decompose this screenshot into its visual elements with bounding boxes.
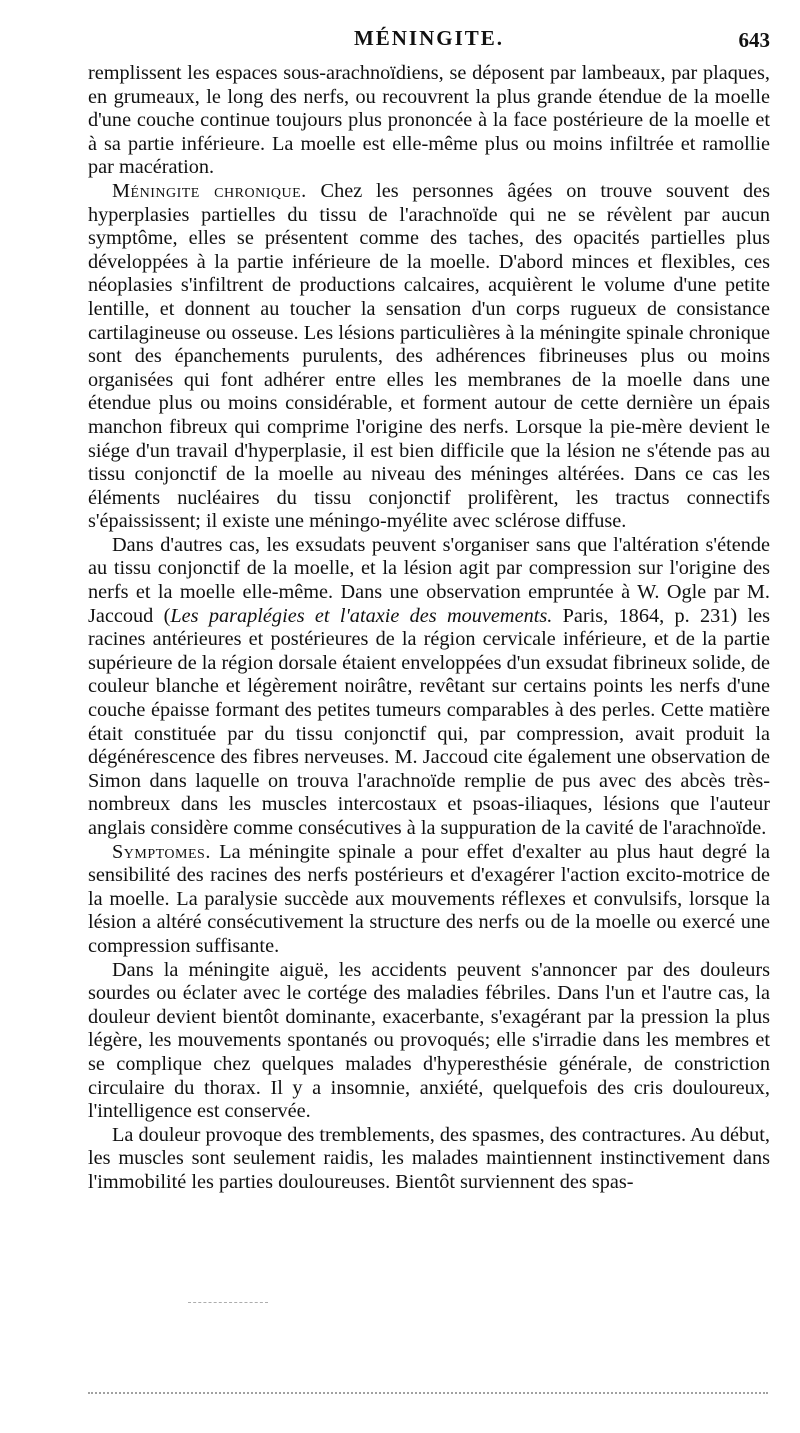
book-page: [88, 26, 770, 1195]
paragraph-text: remplissent les espaces sous-arachnoïdiens, se déposent par lambeaux, par plaques, en grumeaux, le long des nerfs, ou recouvrent la plus grande étendue de la moelle d'une couche continue toujours plus prononcée à la face postérieure de la moelle et à sa partie inférieure. La moelle est elle-même plus ou moins infiltrée et ramollie par macération.: [88, 62, 770, 179]
page-number: 643: [738, 28, 770, 52]
paragraph-text: Chez les personnes âgées on trouve souvent des hyperplasies partielles du tissu de l'arachnoïde qui ne se révèlent par aucun symptôme, elles se présentent comme des taches, des opacités partielles plus développées à la partie inférieure de la moelle. D'abord minces et flexibles, ces néoplasies s'infiltrent de productions calcaires, acquièrent le volume d'une petite lentille, et donnent au toucher la sensation d'un corps rugueux de consistance cartilagineuse ou osseuse. Les lésions particulières à la méningite spinale chronique sont des épanchements purulents, des adhérences fibrineuses plus ou moins organisées qui font adhérer entre elles les membranes de la moelle dans une étendue plus ou moins considérable, et forment autour de cette dernière un épais manchon fibreux qui comprime l'origine des nerfs. Lorsque la pie-mère devient le siége d'un travail d'hyperplasie, il est bien difficile que la lésion ne s'étende pas au tissu conjonctif de la moelle au niveau des méninges altérées. Dans ce cas les éléments nucléaires du tissu conjonctif prolifèrent, les tractus connectifs s'épaississent; il existe une méningo-myélite avec sclérose diffuse.: [88, 179, 770, 533]
paragraph-douleur: [88, 1124, 770, 1195]
paragraph-meningite-chronique: [88, 180, 770, 534]
paragraph-text: Paris, 1864, p. 231) les racines antérieures et postérieures de la région cervicale inférieure, et de la partie supérieure de la région dorsale étaient enveloppées d'un exsudat fibrineux solide, de couleur blanche et légèrement noirâtre, revêtant sur certains points les nerfs d'une couche épaisse formant des petites tumeurs comparables à des perles. Cette matière était constituée par du tissu conjonctif qui, par compression, avait produit la dégénérescence des fibres nerveuses. M. Jaccoud cite également une observation de Simon dans laquelle on trouva l'arachnoïde remplie de pus avec des abcès très-nombreux dans les muscles intercostaux et psoas-iliaques, lésions que l'auteur anglais considère comme consécutives à la suppuration de la cavité de l'arachnoïde.: [88, 604, 770, 839]
paragraph-text: La méningite spinale a pour effet d'exalter au plus haut degré la sensibilité des racines des nerfs postérieurs et d'exagérer l'action excito-motrice de la moelle. La paralysie succède aux mouvements réflexes et convulsifs, lorsque la lésion a altéré consécutivement la structure des nerfs ou de la moelle ou exercé une compression suffisante.: [88, 840, 770, 957]
running-head: [88, 26, 770, 62]
paragraph-symptomes: [88, 841, 770, 959]
paragraph-text: Dans la méningite aiguë, les accidents peuvent s'annoncer par des douleurs sourdes ou éclater avec le cortége des maladies fébriles. Dans l'un et l'autre cas, la douleur devient bientôt dominante, exacerbante, s'exagérant par la pression la plus légère, les mouvements spontanés ou provoqués; elle s'irradie dans les membres et se complique chez quelques malades d'hyperesthésie générale, de constriction circulaire du thorax. Il y a insomnie, anxiété, quelquefois des cris douloureux, l'intelligence est conservée.: [88, 958, 770, 1123]
running-head-title: MÉNINGITE.: [353, 26, 505, 50]
paragraph-continuation: [88, 62, 770, 180]
paragraph-exsudats: [88, 534, 770, 841]
body-text: [88, 62, 770, 1195]
paragraph-text: La douleur provoque des tremblements, des spasmes, des contractures. Au début, les muscles sont seulement raidis, les malades maintiennent instinctivement dans l'immobilité les parties douloureuses. Bientôt surviennent des spas-: [88, 1123, 770, 1193]
scan-mark-dash: [188, 1302, 268, 1303]
section-heading-symptomes: Symptomes.: [112, 840, 211, 863]
book-title-citation: Les paraplégies et l'ataxie des mouvements.: [170, 604, 553, 627]
section-heading-meningite-chronique: Méningite chronique.: [112, 179, 307, 202]
paragraph-meningite-aigue: [88, 959, 770, 1124]
scan-mark-dotted-line: [88, 1392, 768, 1394]
paragraph-text: Dans d'autres cas, les exsudats peuvent s'organiser sans que l'altération s'étende au tissu conjonctif de la moelle, et la lésion agit par compression sur l'origine des nerfs et la moelle elle-même. Dans une observation empruntée à W. Ogle par M. Jaccoud (: [88, 533, 770, 627]
